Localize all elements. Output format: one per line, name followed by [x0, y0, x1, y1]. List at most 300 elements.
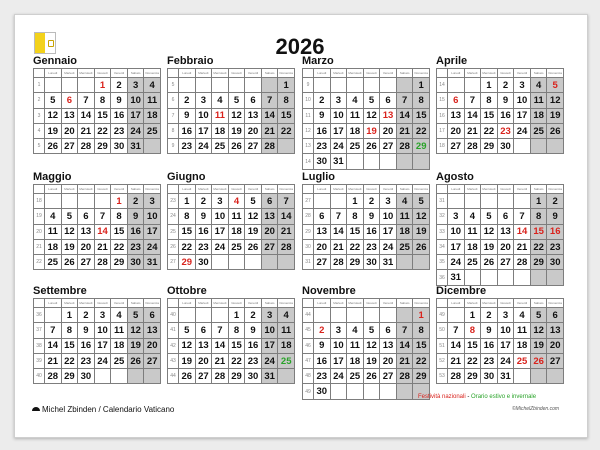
day-cell: 18: [464, 239, 481, 254]
weekday-label: Sabato: [396, 69, 413, 78]
weekday-label: Venerdì: [514, 185, 531, 194]
day-cell: 16: [245, 338, 262, 353]
empty-cell: [347, 384, 364, 399]
day-cell: 23: [195, 239, 212, 254]
week-row: [34, 93, 161, 108]
week-row: [34, 308, 161, 323]
day-cell: 6: [380, 93, 397, 108]
empty-cell: [448, 78, 465, 93]
week-row: [437, 270, 564, 285]
day-cell: 30: [497, 139, 514, 154]
month-name: Agosto: [436, 171, 474, 183]
day-cell: 30: [78, 369, 95, 384]
day-cell: 25: [45, 255, 62, 270]
weekday-label: Venerdì: [380, 185, 397, 194]
day-cell: 16: [179, 123, 196, 138]
day-cell: 23: [78, 353, 95, 368]
week-row: [34, 194, 161, 209]
empty-cell: [347, 308, 364, 323]
weekday-label: Venerdì: [380, 299, 397, 308]
day-cell: 28: [45, 369, 62, 384]
weekday-label: Lunedì: [45, 185, 62, 194]
day-cell: 16: [195, 224, 212, 239]
day-cell: 30: [127, 255, 144, 270]
week-number: 17: [437, 123, 448, 138]
month-giugno: [167, 171, 295, 270]
day-cell: 12: [363, 338, 380, 353]
day-cell: 29: [179, 255, 196, 270]
weekday-label: Domenica: [278, 299, 295, 308]
empty-cell: [396, 78, 413, 93]
week-number: 41: [168, 323, 179, 338]
empty-cell: [347, 154, 364, 169]
week-row: [34, 108, 161, 123]
day-cell: 11: [144, 93, 161, 108]
day-cell: 29: [413, 139, 430, 154]
weekday-label: Sabato: [127, 185, 144, 194]
weekday-label: Sabato: [261, 69, 278, 78]
day-cell: 19: [61, 239, 78, 254]
week-number: 51: [437, 338, 448, 353]
day-cell: 6: [195, 323, 212, 338]
month-name: Maggio: [33, 171, 72, 183]
month-name: Settembre: [33, 285, 87, 297]
day-cell: 24: [514, 123, 531, 138]
week-number: 43: [168, 353, 179, 368]
day-cell: 3: [94, 308, 111, 323]
day-cell: 13: [380, 108, 397, 123]
day-cell: 1: [530, 194, 547, 209]
day-cell: 5: [363, 323, 380, 338]
day-cell: 2: [78, 308, 95, 323]
day-cell: 21: [514, 239, 531, 254]
day-cell: 4: [144, 78, 161, 93]
week-number-header: [437, 69, 448, 78]
week-row: [303, 255, 430, 270]
day-cell: 2: [497, 78, 514, 93]
empty-cell: [413, 154, 430, 169]
day-cell: 12: [127, 323, 144, 338]
day-cell: 26: [228, 139, 245, 154]
day-cell: 26: [481, 255, 498, 270]
day-cell: 5: [228, 93, 245, 108]
week-number: 9: [168, 139, 179, 154]
day-cell: 25: [347, 139, 364, 154]
week-row: [437, 255, 564, 270]
empty-cell: [314, 308, 331, 323]
month-table: [167, 298, 295, 384]
day-cell: 18: [144, 108, 161, 123]
day-cell: 4: [212, 93, 229, 108]
day-cell: 8: [228, 323, 245, 338]
day-cell: 14: [45, 338, 62, 353]
day-cell: 29: [413, 369, 430, 384]
day-cell: 29: [530, 255, 547, 270]
day-cell: 11: [347, 338, 364, 353]
day-cell: 14: [212, 338, 229, 353]
day-cell: 31: [380, 255, 397, 270]
empty-cell: [363, 384, 380, 399]
day-cell: 10: [212, 209, 229, 224]
day-cell: 4: [464, 209, 481, 224]
day-cell: 7: [94, 209, 111, 224]
day-cell: 19: [245, 224, 262, 239]
week-row: [437, 108, 564, 123]
week-number: 10: [303, 93, 314, 108]
week-row: [168, 224, 295, 239]
day-cell: 28: [330, 255, 347, 270]
day-cell: 31: [448, 270, 465, 285]
weekday-label: Sabato: [261, 185, 278, 194]
day-cell: 14: [330, 224, 347, 239]
weekday-label: Domenica: [547, 299, 564, 308]
day-cell: 28: [278, 239, 295, 254]
day-cell: 1: [413, 308, 430, 323]
day-cell: 8: [413, 93, 430, 108]
day-cell: 24: [144, 239, 161, 254]
day-cell: 7: [448, 323, 465, 338]
month-gennaio: [33, 55, 161, 154]
day-cell: 20: [245, 123, 262, 138]
day-cell: 8: [413, 323, 430, 338]
day-cell: 10: [330, 338, 347, 353]
day-cell: 27: [261, 239, 278, 254]
week-row: [168, 194, 295, 209]
day-cell: 24: [448, 255, 465, 270]
weekday-label: Domenica: [413, 69, 430, 78]
weekday-label: Lunedì: [45, 69, 62, 78]
week-row: [168, 353, 295, 368]
day-cell: 28: [212, 369, 229, 384]
day-cell: 26: [363, 369, 380, 384]
month-table: [33, 298, 161, 384]
week-number: 11: [303, 108, 314, 123]
day-cell: 23: [314, 139, 331, 154]
day-cell: 20: [261, 224, 278, 239]
month-febbraio: [167, 55, 295, 154]
week-number: 14: [303, 154, 314, 169]
weekday-label: Lunedì: [448, 69, 465, 78]
day-cell: 16: [481, 338, 498, 353]
empty-cell: [314, 78, 331, 93]
day-cell: 16: [78, 338, 95, 353]
week-row: [303, 308, 430, 323]
weekday-label: Domenica: [413, 299, 430, 308]
weekday-label: Giovedì: [497, 299, 514, 308]
day-cell: 4: [347, 93, 364, 108]
day-cell: 29: [464, 369, 481, 384]
weekday-label: Giovedì: [94, 69, 111, 78]
day-cell: 28: [396, 369, 413, 384]
empty-cell: [261, 255, 278, 270]
day-cell: 6: [380, 323, 397, 338]
day-cell: 21: [212, 353, 229, 368]
month-name: Dicembre: [436, 285, 487, 297]
empty-cell: [396, 384, 413, 399]
day-cell: 21: [396, 123, 413, 138]
day-cell: 5: [363, 93, 380, 108]
weekday-label: Venerdì: [245, 69, 262, 78]
day-cell: 23: [179, 139, 196, 154]
week-row: [34, 209, 161, 224]
empty-cell: [380, 308, 397, 323]
week-row: [168, 369, 295, 384]
day-cell: 3: [514, 78, 531, 93]
weekday-label: Mercoledì: [212, 185, 229, 194]
day-cell: 31: [144, 255, 161, 270]
day-cell: 19: [45, 123, 62, 138]
empty-cell: [127, 369, 144, 384]
week-number: 50: [437, 323, 448, 338]
day-cell: 13: [314, 224, 331, 239]
month-name: Luglio: [302, 171, 335, 183]
week-row: [303, 384, 430, 399]
day-cell: 22: [464, 353, 481, 368]
day-cell: 25: [514, 353, 531, 368]
day-cell: 10: [94, 323, 111, 338]
empty-cell: [278, 255, 295, 270]
empty-cell: [45, 194, 62, 209]
week-number: 15: [437, 93, 448, 108]
week-number: 3: [34, 108, 45, 123]
month-marzo: [302, 55, 430, 170]
week-number: 47: [303, 353, 314, 368]
day-cell: 13: [380, 338, 397, 353]
weekday-label: Sabato: [127, 69, 144, 78]
weekday-label: Giovedì: [363, 299, 380, 308]
day-cell: 24: [195, 139, 212, 154]
month-ottobre: [167, 285, 295, 384]
empty-cell: [195, 78, 212, 93]
day-cell: 6: [547, 308, 564, 323]
week-row: [168, 239, 295, 254]
day-cell: 6: [261, 194, 278, 209]
empty-cell: [278, 139, 295, 154]
day-cell: 15: [228, 338, 245, 353]
week-row: [437, 323, 564, 338]
week-row: [168, 93, 295, 108]
day-cell: 8: [464, 323, 481, 338]
empty-cell: [547, 369, 564, 384]
day-cell: 19: [547, 108, 564, 123]
empty-cell: [497, 194, 514, 209]
day-cell: 27: [380, 139, 397, 154]
day-cell: 17: [497, 338, 514, 353]
day-cell: 28: [261, 139, 278, 154]
day-cell: 15: [111, 224, 128, 239]
weekday-label: Mercoledì: [212, 299, 229, 308]
weekday-label: Martedì: [464, 299, 481, 308]
day-cell: 12: [547, 93, 564, 108]
day-cell: 8: [94, 93, 111, 108]
week-row: [303, 338, 430, 353]
weekday-label: Lunedì: [314, 185, 331, 194]
day-cell: 18: [228, 224, 245, 239]
day-cell: 13: [195, 338, 212, 353]
empty-cell: [514, 369, 531, 384]
day-cell: 25: [212, 139, 229, 154]
day-cell: 26: [179, 369, 196, 384]
day-cell: 7: [78, 93, 95, 108]
day-cell: 20: [61, 123, 78, 138]
month-name: Aprile: [436, 55, 468, 67]
day-cell: 12: [363, 108, 380, 123]
week-number: 13: [303, 139, 314, 154]
empty-cell: [396, 154, 413, 169]
day-cell: 17: [127, 108, 144, 123]
day-cell: 17: [330, 123, 347, 138]
empty-cell: [497, 270, 514, 285]
week-number: 31: [437, 194, 448, 209]
weekday-label: Lunedì: [45, 299, 62, 308]
month-dicembre: [436, 285, 564, 384]
weekday-label: Sabato: [261, 299, 278, 308]
empty-cell: [278, 369, 295, 384]
weekday-label: Mercoledì: [481, 69, 498, 78]
day-cell: 17: [195, 123, 212, 138]
empty-cell: [363, 308, 380, 323]
week-row: [303, 78, 430, 93]
weekday-header-row: [34, 299, 161, 308]
empty-cell: [448, 194, 465, 209]
empty-cell: [45, 308, 62, 323]
week-number: 6: [168, 93, 179, 108]
day-cell: 14: [396, 338, 413, 353]
day-cell: 1: [347, 194, 364, 209]
day-cell: 8: [481, 93, 498, 108]
empty-cell: [245, 255, 262, 270]
day-cell: 21: [464, 123, 481, 138]
weekday-label: Sabato: [127, 299, 144, 308]
day-cell: 21: [45, 353, 62, 368]
day-cell: 10: [448, 224, 465, 239]
weekday-label: Giovedì: [363, 185, 380, 194]
week-row: [168, 308, 295, 323]
day-cell: 5: [530, 308, 547, 323]
empty-cell: [380, 78, 397, 93]
empty-cell: [330, 308, 347, 323]
week-number-header: [303, 299, 314, 308]
day-cell: 4: [530, 78, 547, 93]
week-number: 2: [34, 93, 45, 108]
weekday-label: Giovedì: [497, 69, 514, 78]
day-cell: 25: [278, 353, 295, 368]
month-table: [436, 298, 564, 384]
week-number: 46: [303, 338, 314, 353]
day-cell: 23: [111, 123, 128, 138]
weekday-label: Martedì: [330, 69, 347, 78]
day-cell: 14: [94, 224, 111, 239]
week-number-header: [34, 299, 45, 308]
day-cell: 22: [228, 353, 245, 368]
day-cell: 4: [396, 194, 413, 209]
day-cell: 23: [245, 353, 262, 368]
day-cell: 18: [530, 108, 547, 123]
week-row: [303, 139, 430, 154]
weekday-label: Venerdì: [514, 299, 531, 308]
week-number: 27: [168, 255, 179, 270]
day-cell: 8: [61, 323, 78, 338]
month-settembre: [33, 285, 161, 384]
weekday-label: Mercoledì: [347, 299, 364, 308]
empty-cell: [464, 194, 481, 209]
day-cell: 5: [61, 209, 78, 224]
week-number: 38: [34, 338, 45, 353]
day-cell: 6: [61, 93, 78, 108]
day-cell: 13: [61, 108, 78, 123]
day-cell: 4: [111, 308, 128, 323]
day-cell: 6: [245, 93, 262, 108]
weekday-label: Venerdì: [111, 69, 128, 78]
day-cell: 29: [347, 255, 364, 270]
empty-cell: [363, 154, 380, 169]
empty-cell: [380, 384, 397, 399]
day-cell: 15: [347, 224, 364, 239]
day-cell: 10: [127, 93, 144, 108]
day-cell: 11: [228, 209, 245, 224]
day-cell: 1: [179, 194, 196, 209]
day-cell: 29: [481, 139, 498, 154]
day-cell: 17: [330, 353, 347, 368]
day-cell: 18: [514, 338, 531, 353]
week-row: [437, 194, 564, 209]
week-number: 48: [303, 369, 314, 384]
month-table: [167, 184, 295, 270]
day-cell: 15: [179, 224, 196, 239]
week-number: 34: [437, 239, 448, 254]
week-number-header: [437, 185, 448, 194]
day-cell: 16: [314, 353, 331, 368]
empty-cell: [314, 194, 331, 209]
weekday-header-row: [437, 299, 564, 308]
week-number: 53: [437, 369, 448, 384]
weekday-label: Venerdì: [111, 299, 128, 308]
day-cell: 18: [111, 338, 128, 353]
weekday-label: Domenica: [278, 69, 295, 78]
day-cell: 3: [330, 323, 347, 338]
weekday-label: Lunedì: [179, 69, 196, 78]
day-cell: 25: [396, 239, 413, 254]
day-cell: 24: [261, 353, 278, 368]
day-cell: 12: [179, 338, 196, 353]
day-cell: 22: [413, 353, 430, 368]
week-row: [303, 194, 430, 209]
empty-cell: [228, 78, 245, 93]
day-cell: 29: [61, 369, 78, 384]
day-cell: 21: [278, 224, 295, 239]
day-cell: 1: [94, 78, 111, 93]
week-row: [168, 338, 295, 353]
week-row: [34, 369, 161, 384]
month-name: Giugno: [167, 171, 206, 183]
weekday-label: Domenica: [144, 299, 161, 308]
month-table: [167, 68, 295, 154]
day-cell: 16: [314, 123, 331, 138]
week-row: [437, 123, 564, 138]
day-cell: 7: [514, 209, 531, 224]
day-cell: 25: [111, 353, 128, 368]
day-cell: 6: [448, 93, 465, 108]
day-cell: 26: [61, 255, 78, 270]
week-number: 1: [34, 78, 45, 93]
day-cell: 10: [514, 93, 531, 108]
weekday-label: Venerdì: [380, 69, 397, 78]
day-cell: 21: [261, 123, 278, 138]
day-cell: 9: [314, 338, 331, 353]
day-cell: 9: [547, 209, 564, 224]
day-cell: 7: [396, 323, 413, 338]
weekday-label: Domenica: [413, 185, 430, 194]
